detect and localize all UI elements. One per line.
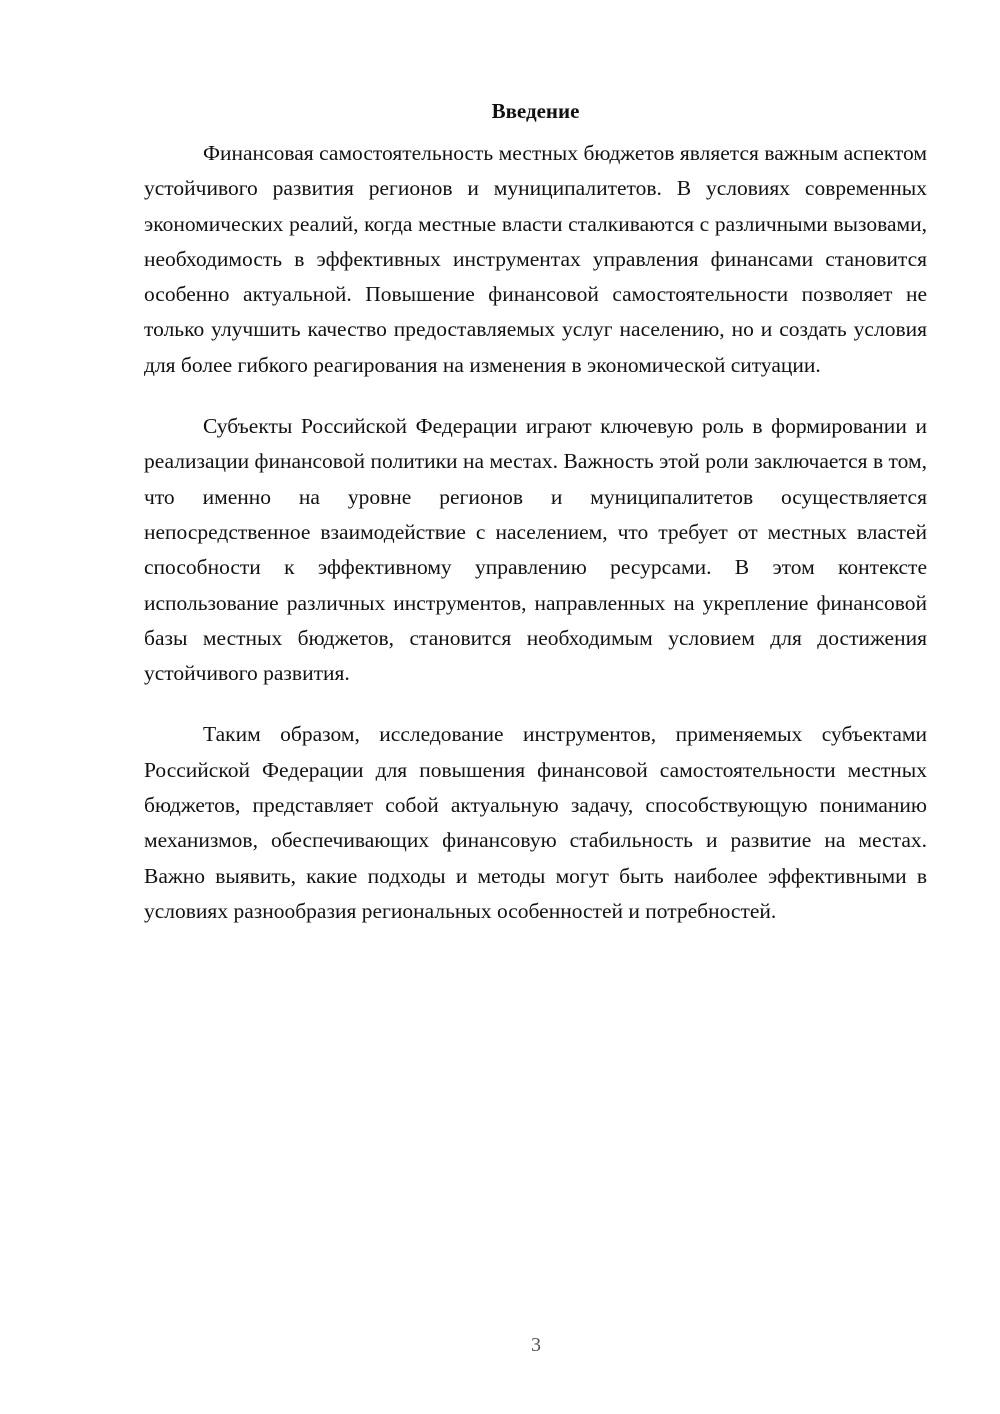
page-content xyxy=(144,96,927,955)
page-number: 3 xyxy=(531,1334,541,1356)
paragraph-2: Субъекты Российской Федерации играют ключевую роль в формировании и реализации финансовой политики на местах. Важность этой роли заключается в том, что именно на уровне регионов и муниципалитетов осуществляется непосредственное взаимодействие с населением, что требует от местных властей способности к эффективному управлению ресурсами. В этом контексте использование различных инструментов, направленных на укрепление финансовой базы местных бюджетов, становится необходимым условием для достижения устойчивого развития. xyxy=(144,414,927,686)
paragraph-1: Финансовая самостоятельность местных бюджетов является важным аспектом устойчивого развития регионов и муниципалитетов. В условиях современных экономических реалий, когда местные власти сталкиваются с различными вызовами, необходимость в эффективных инструментах управления финансами становится особенно актуальной. Повышение финансовой самостоятельности позволяет не только улучшить качество предоставляемых услуг населению, но и создать условия для более гибкого реагирования на изменения в экономической ситуации. xyxy=(144,141,927,377)
paragraph-3: Таким образом, исследование инструментов, применяемых субъектами Российской Федерации для повышения финансовой самостоятельности местных бюджетов, представляет собой актуальную задачу, способствующую пониманию механизмов, обеспечивающих финансовую стабильность и развитие на местах. Важно выявить, какие подходы и методы могут быть наиболее эффективными в условиях разнообразия региональных особенностей и потребностей. xyxy=(144,722,927,923)
section-heading: Введение xyxy=(491,99,580,123)
